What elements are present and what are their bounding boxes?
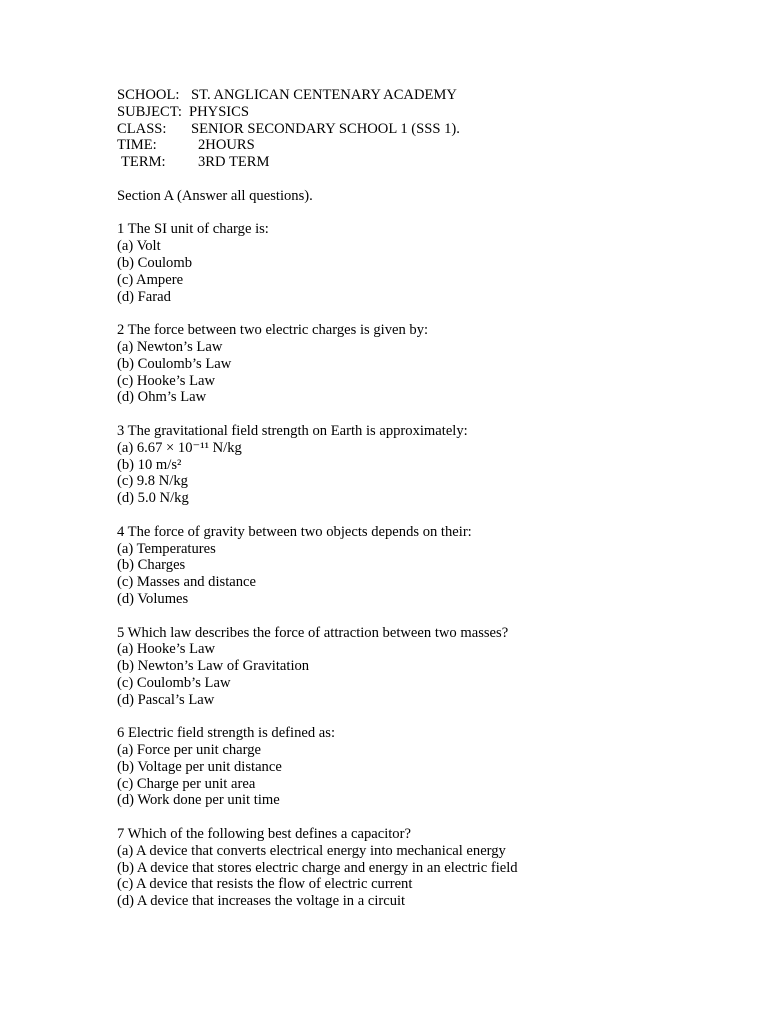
question-block bbox=[117, 625, 737, 709]
answer-option: (b) Charges bbox=[117, 557, 186, 574]
answer-option: (d) Ohm’s Law bbox=[117, 389, 207, 406]
school-row bbox=[117, 87, 737, 104]
term-value: 3RD TERM bbox=[198, 154, 270, 171]
answer-option: (b) Coulomb bbox=[117, 254, 192, 271]
answer-option: (c) Coulomb’s Law bbox=[117, 674, 231, 691]
term-row bbox=[117, 154, 737, 171]
answer-option: (d) 5.0 N/kg bbox=[117, 490, 189, 507]
answer-option: (d) Work done per unit time bbox=[117, 792, 280, 809]
answer-option: (a) 6.67 × 10⁻¹¹ N/kg bbox=[117, 439, 242, 456]
answer-option: (c) Charge per unit area bbox=[117, 775, 256, 792]
answer-option: (b) Voltage per unit distance bbox=[117, 758, 282, 775]
question-block bbox=[117, 725, 737, 809]
answer-option: (d) Volumes bbox=[117, 590, 189, 607]
school-value: ST. ANGLICAN CENTENARY ACADEMY bbox=[191, 87, 457, 103]
question-block bbox=[117, 322, 737, 406]
question-text: 4 The force of gravity between two objects depends on their: bbox=[117, 523, 472, 540]
answer-option: (c) 9.8 N/kg bbox=[117, 473, 188, 490]
question-block bbox=[117, 221, 737, 305]
subject-label: SUBJECT: bbox=[117, 103, 182, 120]
class-value: SENIOR SECONDARY SCHOOL 1 (SSS 1). bbox=[191, 120, 460, 137]
question-text: 6 Electric field strength is defined as: bbox=[117, 725, 336, 742]
answer-option: (a) Hooke’s Law bbox=[117, 641, 216, 658]
answer-option: (a) Temperatures bbox=[117, 540, 216, 557]
school-label: SCHOOL: bbox=[117, 87, 180, 103]
time-label: TIME: bbox=[117, 137, 157, 154]
answer-option: (c) A device that resists the flow of electric current bbox=[117, 876, 413, 893]
subject-value: PHYSICS bbox=[189, 103, 250, 120]
class-row bbox=[117, 121, 737, 138]
answer-option: (a) Newton’s Law bbox=[117, 338, 223, 355]
answer-option: (a) Force per unit charge bbox=[117, 742, 261, 759]
time-row bbox=[117, 137, 737, 154]
question-text: 5 Which law describes the force of attraction between two masses? bbox=[117, 624, 509, 641]
question-block bbox=[117, 524, 737, 608]
exam-page bbox=[117, 87, 737, 910]
question-text: 2 The force between two electric charges is given by: bbox=[117, 322, 429, 339]
answer-option: (a) A device that converts electrical energy into mechanical energy bbox=[117, 842, 506, 859]
answer-option: (c) Ampere bbox=[117, 271, 184, 288]
answer-option: (b) 10 m/s² bbox=[117, 456, 182, 473]
class-label: CLASS: bbox=[117, 120, 167, 137]
question-text: 1 The SI unit of charge is: bbox=[117, 221, 269, 238]
answer-option: (c) Masses and distance bbox=[117, 574, 256, 591]
question-text: 3 The gravitational field strength on Earth is approximately: bbox=[117, 422, 468, 439]
answer-option: (a) Volt bbox=[117, 238, 161, 255]
answer-option: (b) Newton’s Law of Gravitation bbox=[117, 658, 310, 675]
question-text: 7 Which of the following best defines a capacitor? bbox=[117, 826, 411, 843]
question-list bbox=[117, 221, 737, 910]
section-title: Section A (Answer all questions). bbox=[117, 187, 313, 204]
question-block bbox=[117, 423, 737, 507]
answer-option: (c) Hooke’s Law bbox=[117, 372, 216, 389]
answer-option: (d) Pascal’s Law bbox=[117, 691, 215, 708]
answer-option: (b) Coulomb’s Law bbox=[117, 355, 232, 372]
exam-header bbox=[117, 87, 737, 171]
answer-option: (d) Farad bbox=[117, 288, 171, 305]
answer-option: (d) A device that increases the voltage in a circuit bbox=[117, 893, 406, 910]
answer-option: (b) A device that stores electric charge and energy in an electric field bbox=[117, 859, 518, 876]
time-value: 2HOURS bbox=[198, 137, 255, 154]
subject-row bbox=[117, 104, 737, 121]
question-block bbox=[117, 826, 737, 910]
term-label: TERM: bbox=[121, 154, 166, 171]
